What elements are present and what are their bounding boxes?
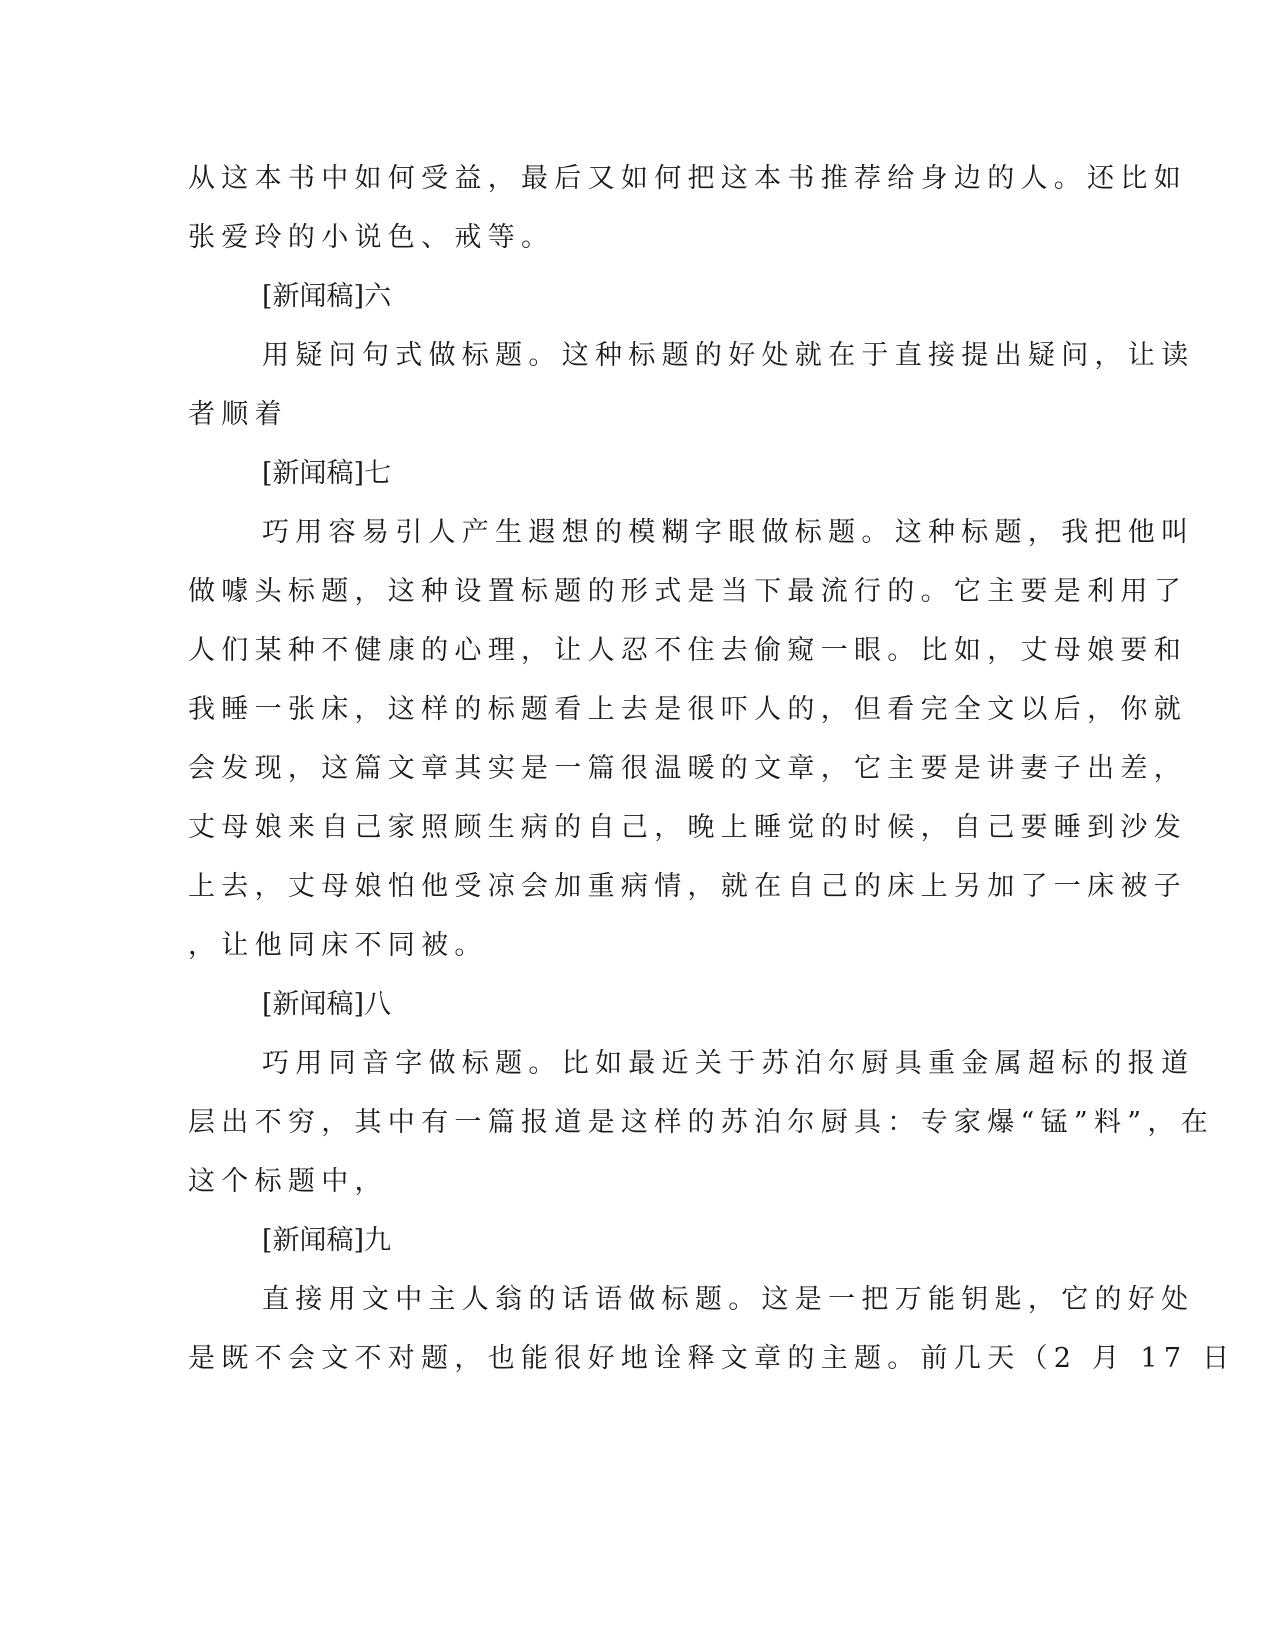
paragraph-line: 做噱头标题，这种设置标题的形式是当下最流行的。它主要是利用了 <box>188 576 1187 607</box>
paragraph-line: 我睡一张床，这样的标题看上去是很吓人的，但看完全文以后，你就 <box>188 694 1187 725</box>
paragraph-line: 上去，丈母娘怕他受凉会加重病情，就在自己的床上另加了一床被子 <box>188 871 1187 902</box>
section-heading: [新闻稿]八 <box>262 989 392 1020</box>
paragraph-line: 丈母娘来自己家照顾生病的自己，晚上睡觉的时候，自己要睡到沙发 <box>188 812 1187 843</box>
paragraph-line: 人们某种不健康的心理，让人忍不住去偷窥一眼。比如，丈母娘要和 <box>188 635 1187 666</box>
paragraph-line: 这个标题中， <box>188 1166 388 1197</box>
section-heading: [新闻稿]九 <box>262 1225 392 1256</box>
paragraph-line: 者顺着 <box>188 399 288 430</box>
paragraph-line: 用疑问句式做标题。这种标题的好处就在于直接提出疑问，让读 <box>262 340 1195 371</box>
paragraph-line: 是既不会文不对题，也能很好地诠释文章的主题。前几天（2 月 17 日 <box>188 1343 1236 1374</box>
paragraph-line: 巧用容易引人产生遐想的模糊字眼做标题。这种标题，我把他叫 <box>262 517 1195 548</box>
paragraph-line: 会发现，这篇文章其实是一篇很温暖的文章，它主要是讲妻子出差， <box>188 753 1187 784</box>
paragraph-line: ，让他同床不同被。 <box>188 930 488 961</box>
paragraph-line: 直接用文中主人翁的话语做标题。这是一把万能钥匙，它的好处 <box>262 1284 1195 1315</box>
section-heading: [新闻稿]六 <box>262 281 392 312</box>
paragraph-line: 从这本书中如何受益，最后又如何把这本书推荐给身边的人。还比如 <box>188 163 1187 194</box>
paragraph-line: 层出不穷，其中有一篇报道是这样的苏泊尔厨具：专家爆“锰”料”，在 <box>188 1107 1215 1138</box>
paragraph-line: 张爱玲的小说色、戒等。 <box>188 222 555 253</box>
section-heading: [新闻稿]七 <box>262 458 392 489</box>
paragraph-line: 巧用同音字做标题。比如最近关于苏泊尔厨具重金属超标的报道 <box>262 1048 1195 1079</box>
